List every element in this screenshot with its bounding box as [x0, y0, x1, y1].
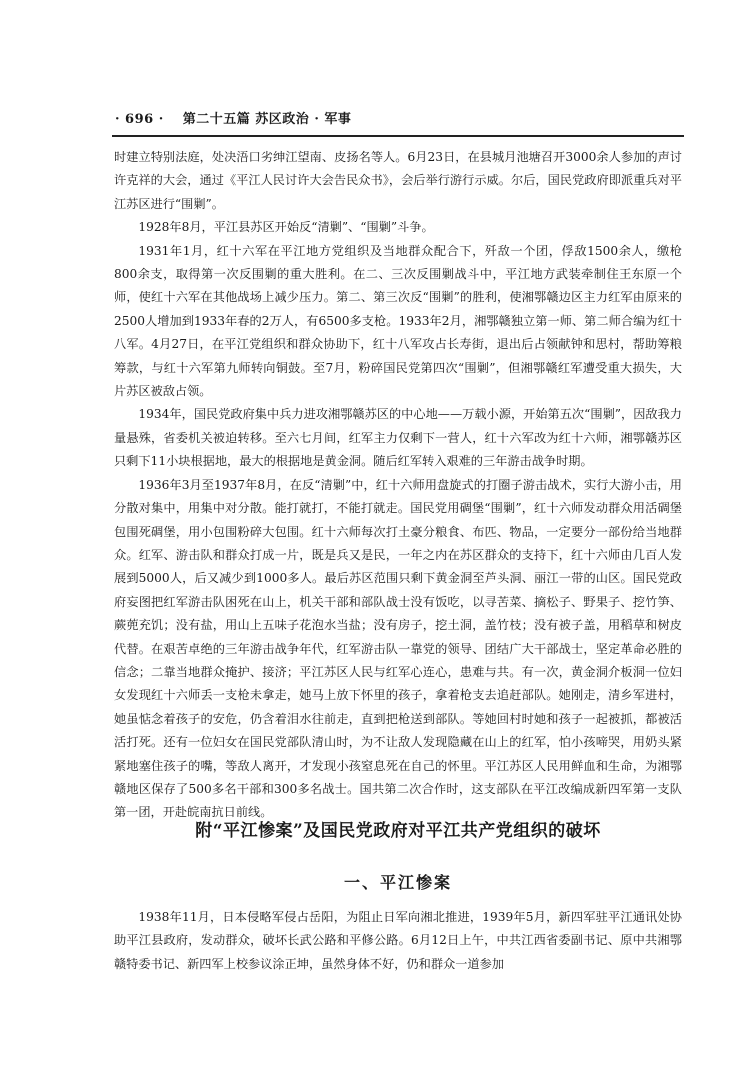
header-rule [112, 135, 684, 137]
sub-heading: 一、平江惨案 [343, 873, 452, 892]
paragraph-1: 时建立特别法庭，处决浯口劣绅江望南、皮扬名等人。6月23日，在县城月池塘召开3000余人参加的声讨许克祥的大会，通过《平江人民讨许大会告民众书》，会后举行游行示威。尔后，国民党政府即派重兵对平江苏区进行“围剿”。 [114, 150, 682, 211]
section-heading: 附“平江惨案”及国民党政府对平江共产党组织的破坏 [195, 821, 601, 841]
paragraph-3: 1931年1月，红十六军在平江地方党组织及当地群众配合下，歼敌一个团，俘敌1500余人，缴枪800余支，取得第一次反围剿的重大胜利。在二、三次反围剿战斗中，平江地方武装牵制住王东原一个师，使红十六军在其他战场上减少压力。第二、第三次反“围剿”的胜利，使湘鄂赣边区主力红军由原来的2500人增加到1933年春的2万人，有6500多支枪。1933年2月，湘鄂赣独立第一师、第二师合编为红十八军。4月27日，在平江党组织和群众协助下，红十八军攻占长寿街，退出后占领献钟和思村，帮助筹粮筹款，与红十六军第九师转向铜鼓。至7月，粉碎国民党第四次“围剿”，但湘鄂赣红军遭受重大损失，大片苏区被敌占领。 [114, 243, 682, 399]
paragraph-2: 1928年8月，平江县苏区开始反“清剿”、“围剿”斗争。 [138, 220, 434, 235]
running-header [115, 108, 681, 127]
section-paragraph: 1938年11月，日本侵略军侵占岳阳，为阻止日军向湘北推进，1939年5月，新四军驻平江通讯处协助平江县政府，发动群众，破坏长武公路和平修公路。6月12日上午，中共江西省委副书记、原中共湘鄂赣特委书记、新四军上校参议涂正坤，虽然身体不好，仍和群众一道参加 [114, 910, 682, 971]
body-text [114, 146, 682, 825]
section-body-text [114, 906, 682, 976]
paragraph-5: 1936年3月至1937年8月，在反“清剿”中，红十六师用盘旋式的打圈子游击战术，实行大游小击，用分散对集中，用集中对分散。能打就打，不能打就走。国民党用碉堡“围剿”，红十六师发动群众用活碉堡包围死碉堡，用小包围粉碎大包围。红十六师每次打土豪分粮食、布匹、物品，一定要分一部份给当地群众。红军、游击队和群众打成一片，既是兵又是民，一年之内在苏区群众的支持下，红十六师由几百人发展到5000人，后又减少到1000多人。最后苏区范围只剩下黄金洞至芦头洞、丽江一带的山区。国民党政府妄图把红军游击队困死在山上，机关干部和部队战士没有饭吃，以寻苦菜、摘松子、野果子、挖竹笋、蕨蔸充饥；没有盐，用山上五味子花泡水当盐；没有房子，挖土洞，盖竹枝；没有被子盖，用稻草和树皮代替。在艰苦卓绝的三年游击战争年代，红军游击队一靠党的领导、团结广大干部战士，坚定革命必胜的信念；二靠当地群众掩护、接济；平江苏区人民与红军心连心，患难与共。有一次，黄金洞介板洞一位妇女发现红十六师丢一支枪未拿走，她马上放下怀里的孩子，拿着枪支去追赶部队。她刚走，清乡军进村，她虽惦念着孩子的安危，仍含着泪水往前走，直到把枪送到部队。等她回村时她和孩子一起被抓，都被活活打死。还有一位妇女在国民党部队清山时，为不让敌人发现隐藏在山上的红军，怕小孩啼哭，用奶头紧紧地塞住孩子的嘴，等敌人离开，才发现小孩窒息死在自己的怀里。平江苏区人民用鲜血和生命，为湘鄂赣地区保存了500多名干部和300多名战士。国共第二次合作时，这支部队在平江改编成新四军第一支队第一团，开赴皖南抗日前线。 [114, 477, 682, 820]
page-number: · 696 · [115, 112, 164, 127]
header-title: 第二十五篇 苏区政治 · 军事 [182, 112, 352, 127]
paragraph-4: 1934年，国民党政府集中兵力进攻湘鄂赣苏区的中心地——万载小源，开始第五次“围剿”，因敌我力量悬殊，省委机关被迫转移。至六七月间，红军主力仅剩下一营人，红十六军改为红十六师，湘鄂赣苏区只剩下11小块根据地，最大的根据地是黄金洞。随后红军转入艰难的三年游击战争时期。 [114, 407, 682, 469]
